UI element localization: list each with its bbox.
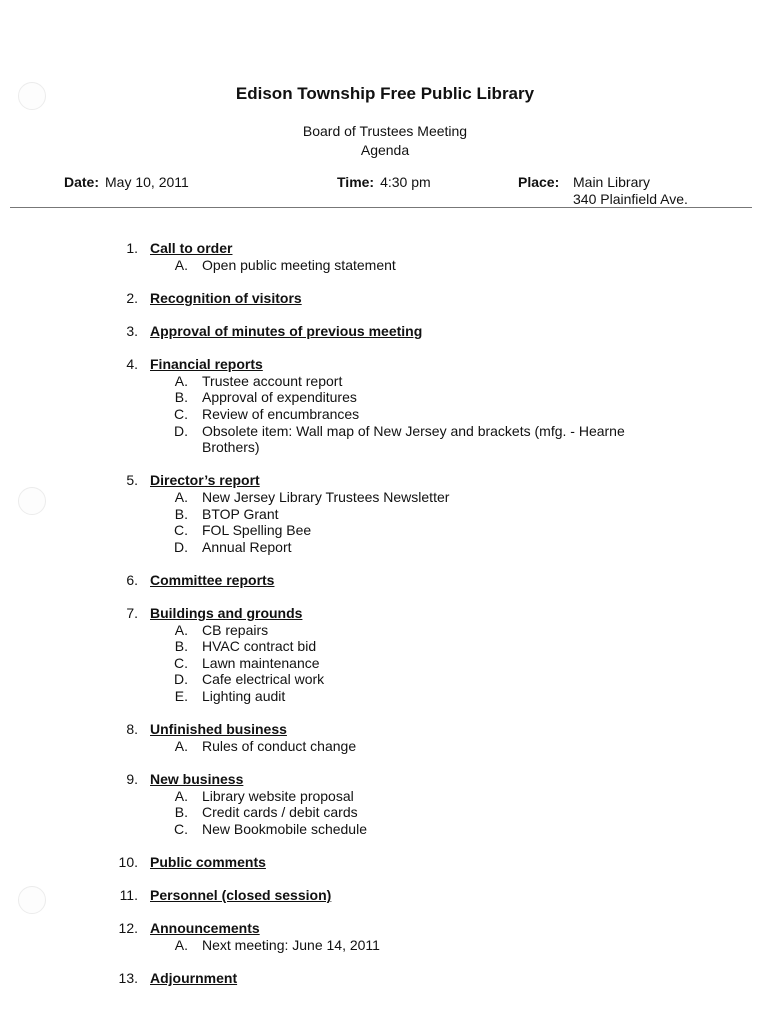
agenda-item	[110, 472, 670, 555]
punch-hole-middle	[18, 487, 46, 515]
agenda-subitem	[110, 655, 670, 672]
agenda-subitem	[110, 389, 670, 406]
agenda-item-number: 13.	[118, 970, 138, 987]
punch-hole-bottom	[18, 886, 46, 914]
agenda-item-title: Director’s report	[150, 472, 260, 489]
place-label-text: Place:	[518, 174, 560, 190]
agenda-item-number: 8.	[126, 721, 138, 738]
agenda-item	[110, 970, 670, 987]
agenda-item-number: 10.	[118, 853, 138, 870]
agenda-subitem-text: Review of encumbrances	[202, 405, 360, 422]
agenda-item-heading	[110, 721, 670, 738]
agenda-subitem	[110, 373, 670, 390]
agenda-item-number: 11.	[119, 887, 138, 904]
agenda-item	[110, 887, 670, 904]
agenda-item	[110, 572, 670, 589]
agenda-subitem-letter: D.	[174, 671, 188, 688]
agenda-subitem	[110, 406, 670, 423]
agenda-subitem	[110, 506, 670, 523]
place-label	[518, 174, 565, 190]
agenda-subitem-text: Trustee account report	[202, 372, 343, 389]
agenda-item	[110, 854, 670, 871]
agenda-subitem-text: Lawn maintenance	[202, 654, 320, 671]
agenda-item-number: 1.	[126, 240, 138, 256]
place-value	[573, 174, 688, 208]
agenda-item-number: 5.	[126, 472, 138, 489]
agenda-item	[110, 290, 670, 307]
agenda-subitem-text: Cafe electrical work	[202, 671, 325, 688]
agenda-item-title: Recognition of visitors	[150, 289, 302, 306]
agenda-item	[110, 323, 670, 340]
date-value: May 10, 2011	[105, 174, 189, 190]
agenda-item-heading	[110, 854, 670, 871]
agenda-item-number: 7.	[126, 605, 138, 622]
agenda-subitem-letter: A.	[174, 787, 188, 804]
agenda-item-title: Unfinished business	[150, 721, 287, 738]
agenda-subitem-letter: B.	[174, 389, 188, 406]
agenda-item-heading	[110, 887, 670, 904]
header-divider	[10, 207, 752, 208]
agenda-subitem-text: HVAC contract bid	[202, 638, 317, 655]
agenda-subitem-text: Rules of conduct change	[202, 737, 357, 754]
agenda-subitem-letter: C.	[174, 820, 188, 837]
agenda-item	[110, 771, 670, 837]
agenda-item-heading	[110, 970, 670, 987]
agenda-item	[110, 605, 670, 705]
agenda-item-title: Personnel (closed session)	[150, 887, 332, 904]
meeting-name: Board of Trustees Meeting	[302, 123, 468, 139]
agenda-subitem-letter: A.	[174, 737, 188, 754]
agenda-subitem-letter: B.	[174, 505, 188, 522]
agenda-subitem-text: FOL Spelling Bee	[202, 522, 312, 539]
agenda-item	[110, 920, 670, 953]
document-title	[0, 84, 770, 104]
agenda-subitem-letter: D.	[174, 538, 188, 555]
place-line-1: Main Library	[573, 174, 651, 190]
agenda-subitem-text: CB repairs	[202, 621, 269, 638]
library-name: Edison Township Free Public Library	[235, 84, 535, 103]
agenda-item-title: Approval of minutes of previous meeting	[150, 322, 423, 339]
agenda-item-number: 3.	[126, 322, 138, 339]
agenda-item-heading	[110, 572, 670, 589]
agenda-item-heading	[110, 605, 670, 622]
agenda-subitem-letter: C.	[174, 522, 188, 539]
agenda-subitem-letter: D.	[174, 422, 188, 439]
agenda-subitem	[110, 821, 670, 838]
agenda-item	[110, 721, 670, 754]
agenda-item	[110, 356, 670, 456]
agenda-subitem-text: Credit cards / debit cards	[202, 804, 358, 821]
agenda-subitem	[110, 522, 670, 539]
agenda-item-number: 6.	[126, 571, 138, 588]
agenda-subitem-letter: A.	[174, 372, 188, 389]
agenda-item-number: 12.	[118, 920, 138, 937]
agenda-subitem	[110, 257, 670, 274]
time-value: 4:30 pm	[380, 174, 431, 190]
date-field	[64, 174, 189, 190]
agenda-subitem	[110, 738, 670, 755]
agenda-item-number: 9.	[126, 771, 138, 787]
agenda-item-heading	[110, 323, 670, 340]
agenda-subitem-text: Annual Report	[202, 538, 292, 555]
agenda-subitem-letter: A.	[174, 488, 188, 505]
agenda-item-title: Announcements	[150, 920, 260, 937]
agenda-subitem-letter: C.	[174, 405, 188, 422]
agenda-subitem	[110, 671, 670, 688]
agenda-subitem-letter: A.	[174, 936, 188, 953]
place-line-2: 340 Plainfield Ave.	[573, 191, 688, 207]
agenda-subitem-text: New Bookmobile schedule	[202, 820, 367, 837]
agenda-item-title: Committee reports	[150, 571, 275, 588]
agenda-item-heading	[110, 240, 670, 257]
time-label: Time:	[337, 174, 375, 190]
agenda-subitem	[110, 638, 670, 655]
agenda-subitem-letter: E.	[174, 688, 188, 705]
agenda-subitem	[110, 788, 670, 805]
agenda-item	[110, 240, 670, 273]
agenda-subitem-text: Obsolete item: Wall map of New Jersey and brackets (mfg. - Hearne Brothers)	[202, 422, 625, 456]
agenda-subitem	[110, 804, 670, 821]
agenda-item-number: 4.	[126, 356, 138, 373]
agenda-item-heading	[110, 356, 670, 373]
agenda-item-number: 2.	[126, 289, 138, 306]
agenda-item-title: Financial reports	[150, 356, 263, 373]
agenda-list	[110, 240, 670, 1003]
agenda-subitem-text: Approval of expenditures	[202, 389, 357, 406]
agenda-item-heading	[110, 920, 670, 937]
agenda-label: Agenda	[360, 142, 410, 158]
agenda-subitem-text: Library website proposal	[202, 787, 354, 804]
agenda-subitem-letter: C.	[174, 654, 188, 671]
agenda-subitem	[110, 539, 670, 556]
agenda-item-heading	[110, 472, 670, 489]
agenda-subitem	[110, 622, 670, 639]
agenda-subitem	[110, 688, 670, 705]
time-field	[337, 174, 431, 190]
agenda-item-title: New business	[150, 771, 244, 787]
agenda-item-title: Public comments	[150, 853, 266, 870]
agenda-subitem-letter: A.	[174, 256, 188, 273]
agenda-subitem-text: Next meeting: June 14, 2011	[202, 936, 380, 953]
agenda-item-title: Call to order	[150, 240, 233, 256]
agenda-item-heading	[110, 771, 670, 788]
agenda-subitem-text: New Jersey Library Trustees Newsletter	[202, 488, 450, 505]
agenda-subitem	[110, 489, 670, 506]
agenda-subitem	[110, 423, 670, 456]
agenda-subitem-letter: B.	[174, 638, 188, 655]
agenda-subitem-letter: A.	[174, 621, 188, 638]
agenda-item-title: Adjournment	[150, 970, 238, 987]
date-label: Date:	[64, 174, 100, 190]
agenda-subitem	[110, 937, 670, 954]
agenda-item-title: Buildings and grounds	[150, 605, 303, 622]
agenda-subitem-text: BTOP Grant	[202, 505, 279, 522]
agenda-item-heading	[110, 290, 670, 307]
agenda-subitem-letter: B.	[174, 804, 188, 821]
agenda-subitem-text: Lighting audit	[202, 688, 286, 705]
agenda-subitem-text: Open public meeting statement	[202, 256, 396, 273]
